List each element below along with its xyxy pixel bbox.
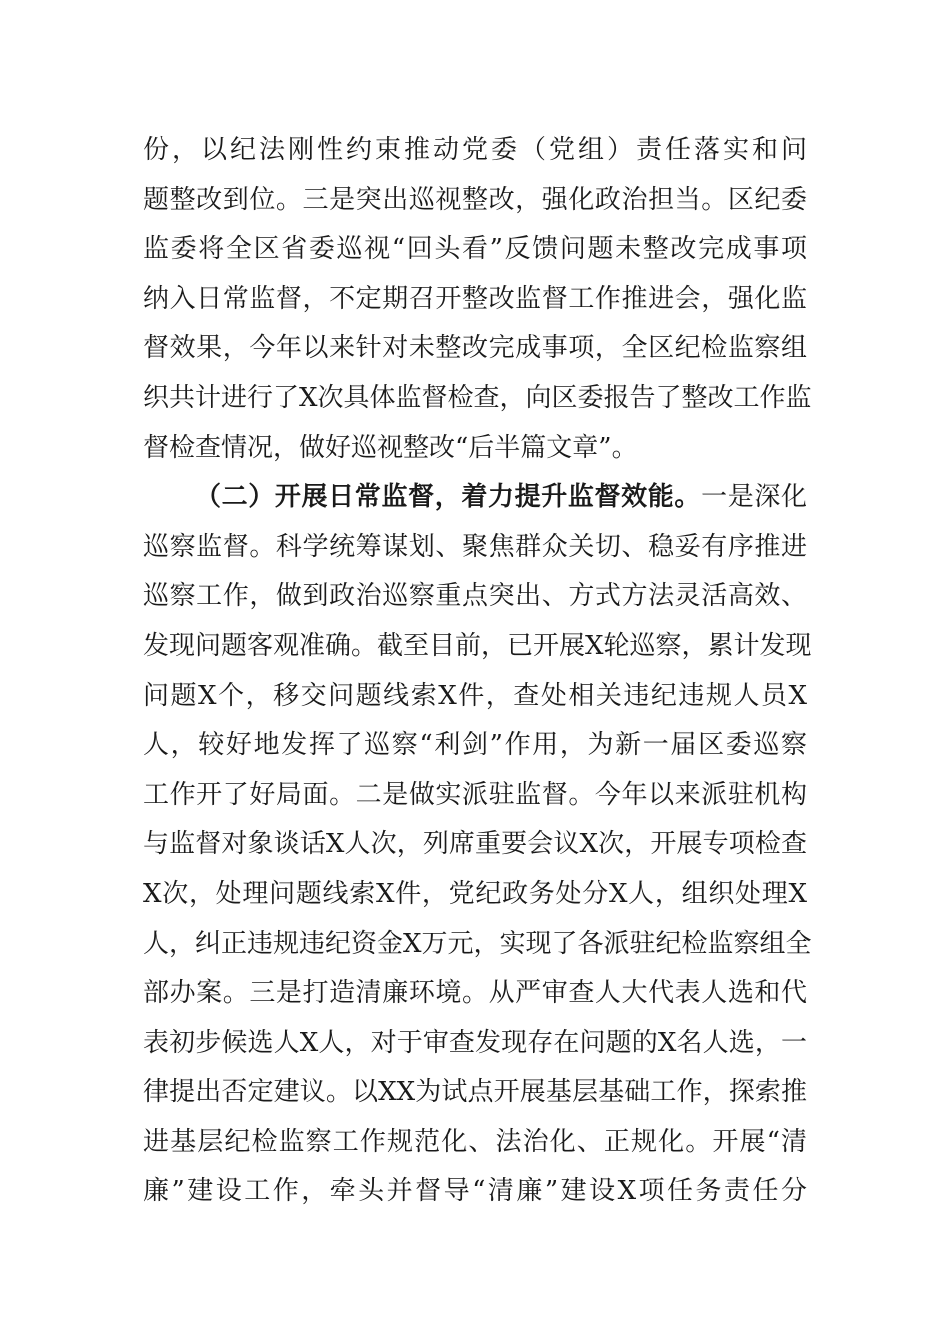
text-fragment: 一是深化 <box>701 482 807 513</box>
text-line: X次，处理问题线索X件，党纪政务处分X人，组织处理X <box>143 878 807 909</box>
text-line: 份，以纪法刚性约束推动党委（党组）责任落实和问 <box>143 135 807 165</box>
text-line: 工作开了好局面。二是做实派驻监督。今年以来派驻机构 <box>143 779 807 810</box>
text-line: 部办案。三是打造清廉环境。从严审查人大代表人选和代 <box>143 978 807 1009</box>
paragraph-2 <box>143 473 812 1217</box>
text-line: 问题X个，移交问题线索X件，查处相关违纪违规人员X <box>143 680 807 711</box>
text-line: 监委将全区省委巡视“回头看”反馈问题未整改完成事项 <box>143 234 807 265</box>
text-line: 廉”建设工作，牵头并督导“清廉”建设X项任务责任分 <box>143 1176 807 1207</box>
text-line: 巡察工作，做到政治巡察重点突出、方式方法灵活高效、 <box>143 581 807 612</box>
text-line: 人，纠正违规违纪资金X万元，实现了各派驻纪检监察组全 <box>143 928 812 959</box>
text-line-first <box>143 473 807 523</box>
text-line: 题整改到位。三是突出巡视整改，强化政治担当。区纪委 <box>143 184 807 215</box>
text-line: 发现问题客观准确。截至目前，已开展X轮巡察，累计发现 <box>143 630 812 661</box>
text-line: 人，较好地发挥了巡察“利剑”作用，为新一届区委巡察 <box>143 730 807 761</box>
paragraph-1 <box>143 126 812 473</box>
text-line: 织共计进行了X次具体监督检查，向区委报告了整改工作监 <box>143 382 812 413</box>
text-line: 律提出否定建议。以XX为试点开展基层基础工作，探索推 <box>143 1077 807 1108</box>
section-heading: （二）开展日常监督，着力提升监督效能。 <box>195 482 702 513</box>
text-line: 巡察监督。科学统筹谋划、聚焦群众关切、稳妥有序推进 <box>143 531 807 562</box>
text-line: 督效果，今年以来针对未整改完成事项，全区纪检监察组 <box>143 333 807 364</box>
text-line: 督检查情况，做好巡视整改“后半篇文章”。 <box>143 432 638 463</box>
text-line: 与监督对象谈话X人次，列席重要会议X次，开展专项检查 <box>143 829 807 860</box>
text-line: 纳入日常监督，不定期召开整改监督工作推进会，强化监 <box>143 283 807 314</box>
text-line: 表初步候选人X人，对于审查发现存在问题的X名人选，一 <box>143 1027 807 1058</box>
text-line: 进基层纪检监察工作规范化、法治化、正规化。开展“清 <box>143 1126 807 1157</box>
document-page <box>143 126 812 1217</box>
